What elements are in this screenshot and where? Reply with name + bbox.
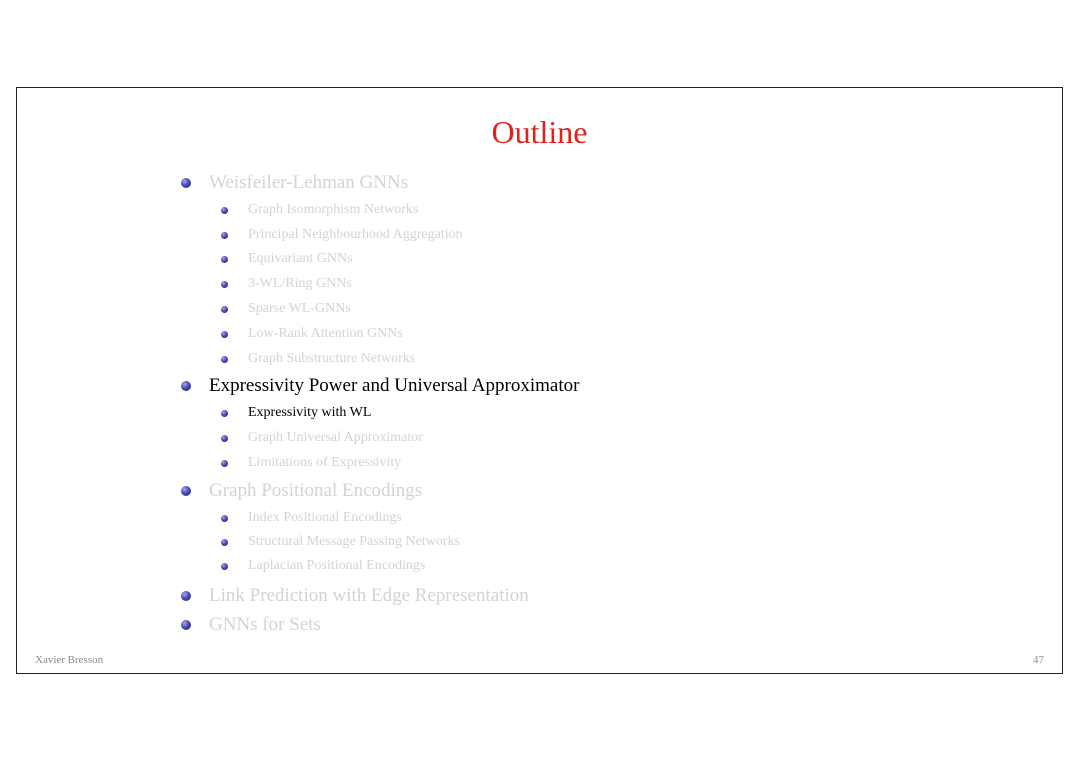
outline-subitem-label: Principal Neighbourhood Aggregation [248, 227, 463, 242]
bullet-icon [221, 410, 228, 417]
bullet-icon [181, 591, 191, 601]
outline-subitem [221, 532, 460, 552]
outline-subitem-label: 3-WL/Ring GNNs [248, 276, 352, 291]
outline-subitem-label: Low-Rank Attention GNNs [248, 326, 403, 341]
bullet-icon [181, 381, 191, 391]
bullet-icon [221, 207, 228, 214]
outline-list [17, 88, 1062, 673]
bullet-icon [221, 460, 228, 467]
bullet-icon [181, 178, 191, 188]
outline-subitem-current [221, 403, 371, 423]
outline-subitem-label: Sparse WL-GNNs [248, 301, 351, 316]
footer-page-number: 47 [1033, 654, 1044, 666]
slide-title: Outline [491, 114, 588, 150]
outline-subitem [221, 225, 463, 245]
bullet-icon [221, 232, 228, 239]
outline-subitem [221, 249, 353, 269]
outline-subitem-label: Graph Universal Approximator [248, 430, 423, 445]
bullet-icon [221, 356, 228, 363]
outline-subitem [221, 508, 402, 528]
outline-section-link-prediction [181, 584, 529, 608]
bullet-icon [221, 331, 228, 338]
outline-section-label: Graph Positional Encodings [209, 480, 423, 501]
slide-frame [16, 87, 1063, 674]
outline-subitem [221, 274, 352, 294]
outline-section-expressivity-power [181, 374, 579, 398]
outline-subitem-label: Equivariant GNNs [248, 251, 353, 266]
outline-subitem-label: Graph Substructure Networks [248, 351, 416, 366]
bullet-icon [221, 256, 228, 263]
outline-subitem-label: Laplacian Positional Encodings [248, 558, 426, 573]
bullet-icon [221, 435, 228, 442]
outline-section-label: Expressivity Power and Universal Approximator [209, 375, 580, 396]
bullet-icon [221, 281, 228, 288]
bullet-icon [221, 515, 228, 522]
outline-subitem-label: Expressivity with WL [248, 405, 372, 420]
outline-section-label: Weisfeiler-Lehman GNNs [209, 172, 409, 193]
bullet-icon [181, 620, 191, 630]
outline-section-weisfeiler-lehman-gnns [181, 171, 408, 195]
outline-subitem [221, 200, 418, 220]
outline-subitem [221, 556, 425, 576]
bullet-icon [221, 306, 228, 313]
outline-section-graph-positional-encodings [181, 479, 422, 503]
outline-subitem [221, 324, 403, 344]
bullet-icon [221, 539, 228, 546]
outline-subitem [221, 428, 423, 448]
outline-section-label: GNNs for Sets [209, 614, 321, 635]
outline-subitem [221, 299, 351, 319]
bullet-icon [181, 486, 191, 496]
outline-subitem-label: Limitations of Expressivity [248, 455, 402, 470]
outline-subitem [221, 453, 401, 473]
outline-subitem-label: Index Positional Encodings [248, 510, 402, 525]
outline-section-label: Link Prediction with Edge Representation [209, 585, 529, 606]
outline-subitem [221, 349, 415, 369]
outline-subitem-label: Graph Isomorphism Networks [248, 202, 419, 217]
bullet-icon [221, 563, 228, 570]
outline-section-gnns-for-sets [181, 613, 321, 637]
outline-subitem-label: Structural Message Passing Networks [248, 534, 460, 549]
footer-author: Xavier Bresson [35, 654, 104, 666]
